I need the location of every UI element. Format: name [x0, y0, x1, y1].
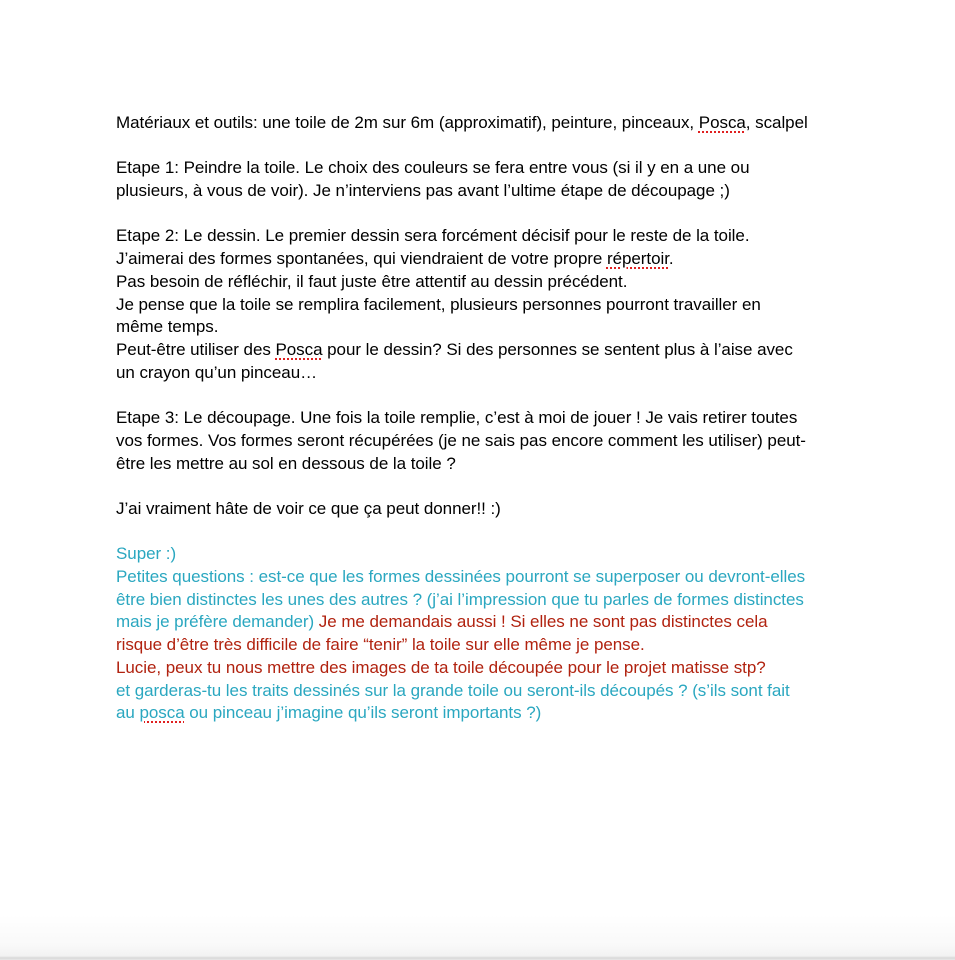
blank-line [116, 203, 876, 226]
step2-line: Etape 2: Le dessin. Le premier dessin sera forcément décisif pour le reste de la toile. [116, 226, 750, 246]
step2-text: J’aimerai des formes spontanées, qui viendraient de votre propre [116, 249, 607, 269]
comment-question2-text-end: ou pinceau j’imagine qu’ils seront importants ?) [184, 703, 542, 723]
step3-line: être les mettre au sol en dessous de la toile ? [116, 453, 456, 473]
materials-text: Matériaux et outils: une toile de 2m sur 6m (approximatif), peinture, pinceaux, [116, 113, 699, 132]
step3-line: Etape 3: Le découpage. Une fois la toile remplie, c’est à moi de jouer ! Je vais retirer toutes [116, 408, 798, 428]
step2-line: un crayon qu’un pinceau… [116, 362, 318, 382]
comment-question1-end: mais je préfère demander) [116, 612, 315, 632]
step2-text-end: pour le dessin? Si des personnes se sentent plus à l’aise avec [322, 340, 793, 359]
spellcheck-word[interactable]: répertoir [606, 249, 669, 269]
step2-line: même temps. [116, 317, 219, 337]
comment-question2-line: et garderas-tu les traits dessinés sur la grande toile ou seront-ils découpés ? (s’ils sont fait [116, 680, 790, 700]
blank-line [116, 384, 876, 407]
document-body[interactable] [116, 112, 876, 725]
step2-line: Pas besoin de réfléchir, il faut juste être attentif au dessin précédent. [116, 271, 628, 291]
spellcheck-word[interactable]: Posca [698, 113, 746, 132]
comment-reply: Je me demandais aussi ! Si elles ne sont pas distinctes cela [314, 612, 768, 632]
comment-super: Super :) [116, 544, 177, 564]
comment-question1-line: Petites questions : est-ce que les formes dessinées pourront se superposer ou devront-elles [116, 566, 806, 586]
comment-question2-line [116, 702, 876, 725]
step1-line: plusieurs, à vous de voir). Je n’interviens pas avant l’ultime étape de découpage ;) [116, 181, 730, 201]
step2-text: Peut-être utiliser des [116, 340, 276, 359]
spellcheck-word[interactable]: Posca [275, 340, 323, 359]
comment-question2-text: au [116, 703, 140, 723]
materials-paragraph [116, 112, 876, 135]
comment-reply-line: risque d’être très difficile de faire “tenir” la toile sur elle même je pense. [116, 635, 645, 655]
blank-line [116, 521, 876, 544]
step3-line: vos formes. Vos formes seront récupérées (je ne sais pas encore comment les utiliser) peut- [116, 430, 806, 450]
blank-line [116, 475, 876, 498]
closing-line: J’ai vraiment hâte de voir ce que ça peut donner!! :) [116, 498, 501, 518]
step2-line [116, 339, 876, 362]
blank-line [116, 135, 876, 158]
step2-line [116, 248, 876, 271]
step1-line: Etape 1: Peindre la toile. Le choix des couleurs se fera entre vous (si il y en a une ou [116, 158, 750, 178]
materials-text-end: , scalpel [745, 113, 808, 132]
comment-request: Lucie, peux tu nous mettre des images de ta toile découpée pour le projet matisse stp? [116, 657, 766, 677]
comment-question1-line: être bien distinctes les unes des autres ? (j’ai l’impression que tu parles de formes distinctes [116, 589, 804, 609]
comment-mixed-line [116, 611, 876, 634]
step2-text-end: . [668, 249, 674, 269]
step2-line: Je pense que la toile se remplira facilement, plusieurs personnes pourront travailler en [116, 294, 761, 314]
spellcheck-word[interactable]: posca [139, 703, 185, 723]
